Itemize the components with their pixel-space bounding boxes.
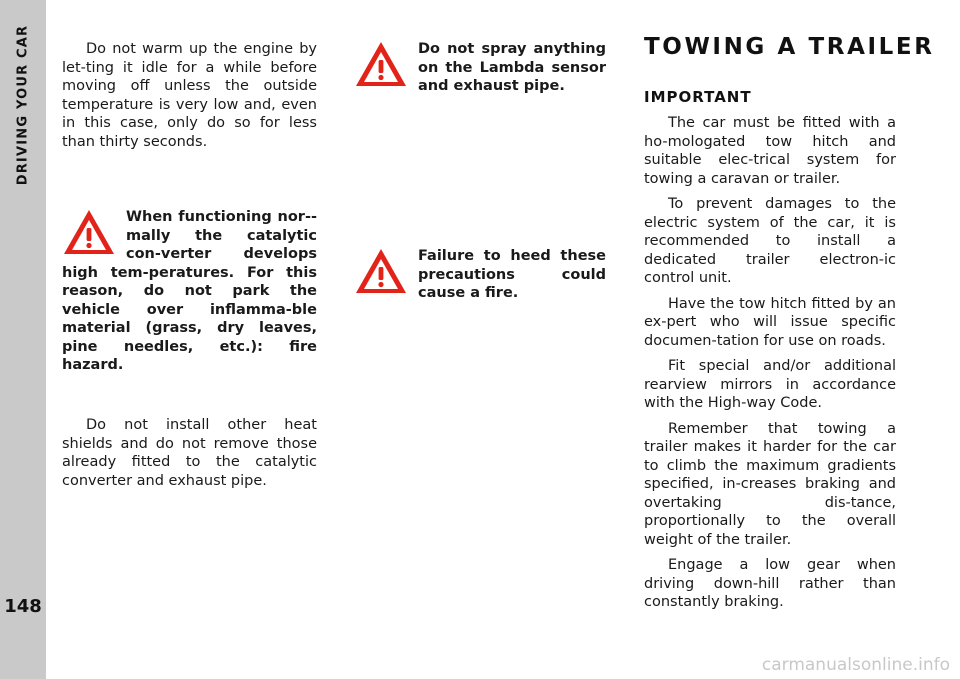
column-1	[62, 40, 317, 151]
low-gear-paragraph: Engage a low gear when driving down-hill rather than constantly braking.	[644, 557, 896, 610]
warning-triangle-icon	[62, 208, 116, 256]
fire-precaution-text: Failure to heed these precautions could cause a fire.	[418, 248, 606, 301]
fire-precaution-warning	[354, 247, 606, 303]
tow-hitch-paragraph: The car must be fitted with a ho-mologated tow hitch and suitable elec-trical system for towing a caravan or trailer.	[644, 115, 896, 187]
lambda-warning	[354, 40, 606, 96]
page-number: 148	[4, 596, 42, 617]
sidebar-tab	[0, 0, 46, 679]
section-title: DRIVING YOUR CAR	[15, 24, 31, 186]
warning-triangle-icon	[354, 247, 408, 295]
catalytic-warning-text: When functioning nor-mally the catalytic con-verter develops high tem-peratures. For this reason, do not park the vehicle over inflamma-ble material (grass, dry leaves, pine needles, etc.): fire hazard.	[62, 209, 317, 373]
gradients-paragraph: Remember that towing a trailer makes it harder for the car to climb the maximum gradients specified, in-creases braking and overtaking dis-tance, proportionally to the overall weight of the trailer.	[644, 420, 896, 548]
heat-shields-paragraph: Do not install other heat shields and do not remove those already fitted to the catalytic converter and exhaust pipe.	[62, 417, 317, 489]
watermark: carmanualsonline.info	[761, 655, 950, 675]
expert-fitting-paragraph: Have the tow hitch fitted by an ex-pert who will issue specific documen-tation for use on roads.	[644, 295, 896, 349]
heat-shields-block	[62, 416, 317, 490]
section-heading: TOWING A TRAILER	[644, 34, 935, 60]
warning-triangle-icon	[354, 40, 408, 88]
catalytic-warning	[62, 208, 317, 375]
electronic-unit-paragraph: To prevent damages to the electric system of the car, it is recommended to install a dedicated trailer electron-ic control unit.	[644, 196, 896, 286]
engine-warmup-paragraph: Do not warm up the engine by let-ting it idle for a while before moving off unless the outside temperature is very low and, even in this case, only do so for less than thirty seconds.	[62, 41, 317, 150]
lambda-warning-text: Do not spray anything on the Lambda sensor and exhaust pipe.	[418, 41, 606, 94]
important-subheading: IMPORTANT	[644, 88, 752, 106]
mirrors-paragraph: Fit special and/or additional rearview mirrors in accordance with the High-way Code.	[644, 358, 896, 411]
towing-text	[644, 114, 896, 612]
